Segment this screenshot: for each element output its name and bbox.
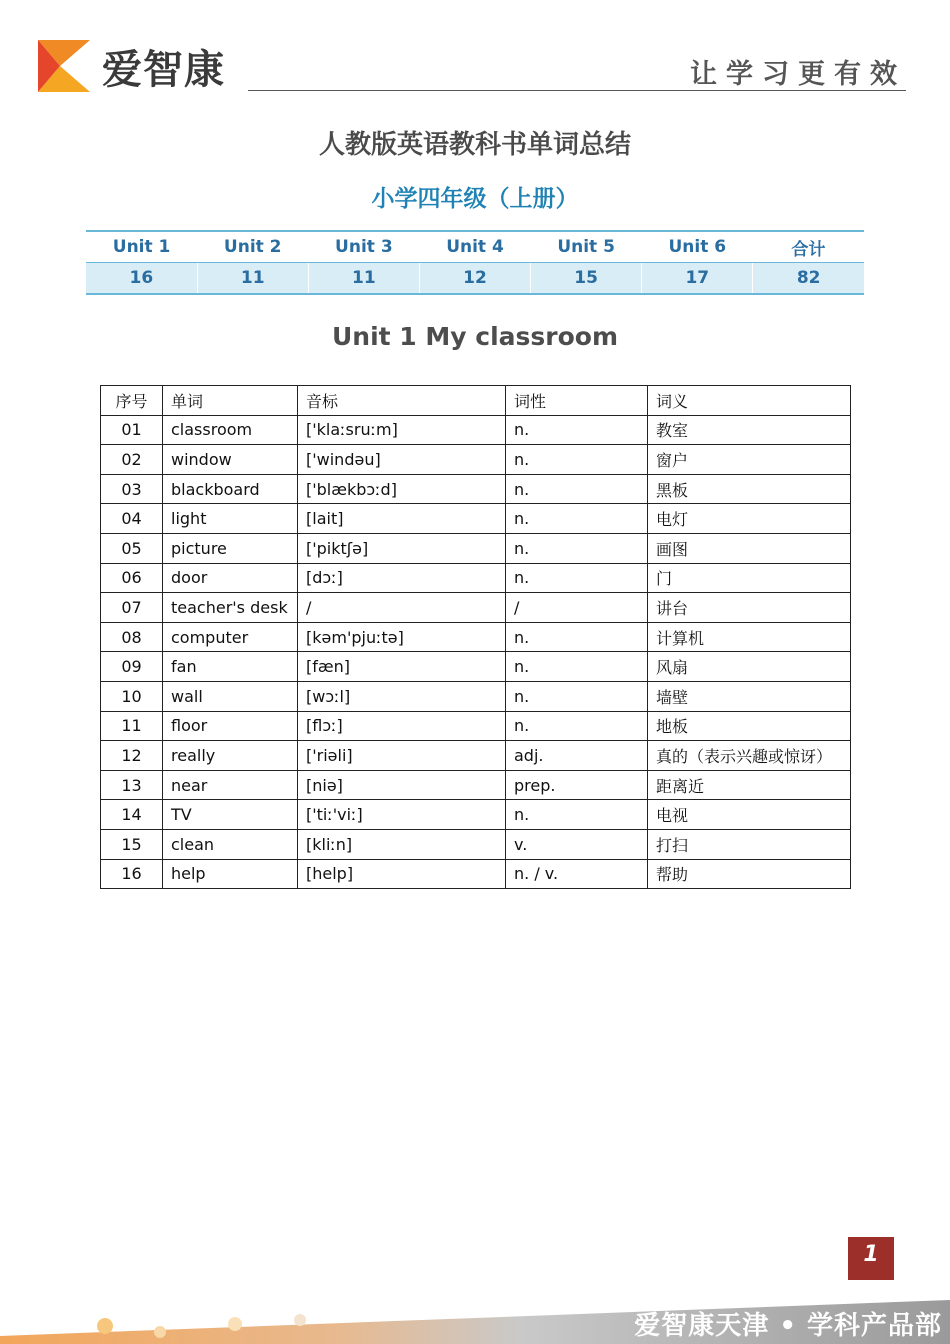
table-row <box>101 829 851 859</box>
meaning: 距离近 <box>648 770 851 800</box>
page-number: 1 <box>848 1237 894 1280</box>
phonetic: ['windəu] <box>298 445 506 475</box>
header-divider <box>248 90 906 91</box>
part-of-speech: n. <box>506 622 648 652</box>
table-row <box>101 474 851 504</box>
vocabulary-header-row <box>101 386 851 416</box>
meaning: 帮助 <box>648 859 851 889</box>
column-header: 词性 <box>506 386 648 416</box>
row-number: 01 <box>101 415 163 445</box>
row-number: 13 <box>101 770 163 800</box>
phonetic: [wɔːl] <box>298 681 506 711</box>
meaning: 讲台 <box>648 593 851 623</box>
table-row <box>101 622 851 652</box>
word: clean <box>163 829 298 859</box>
phonetic: [lait] <box>298 504 506 534</box>
word: door <box>163 563 298 593</box>
part-of-speech: n. / v. <box>506 859 648 889</box>
phonetic: ['piktʃə] <box>298 533 506 563</box>
meaning: 电灯 <box>648 504 851 534</box>
table-row <box>101 770 851 800</box>
summary-header: Unit 5 <box>531 231 642 263</box>
vocabulary-table <box>100 385 851 889</box>
slogan: 让学习更有效 <box>690 59 906 90</box>
summary-value: 17 <box>642 263 753 295</box>
meaning: 窗户 <box>648 445 851 475</box>
part-of-speech: adj. <box>506 741 648 771</box>
part-of-speech: n. <box>506 711 648 741</box>
summary-header: Unit 1 <box>86 231 197 263</box>
summary-value: 82 <box>753 263 864 295</box>
meaning: 计算机 <box>648 622 851 652</box>
phonetic: [kəm'pjuːtə] <box>298 622 506 652</box>
word: floor <box>163 711 298 741</box>
meaning: 墙壁 <box>648 681 851 711</box>
row-number: 14 <box>101 800 163 830</box>
row-number: 08 <box>101 622 163 652</box>
phonetic: [dɔː] <box>298 563 506 593</box>
summary-header: Unit 4 <box>419 231 530 263</box>
word: TV <box>163 800 298 830</box>
phonetic: [fæn] <box>298 652 506 682</box>
word: classroom <box>163 415 298 445</box>
part-of-speech: prep. <box>506 770 648 800</box>
word: teacher's desk <box>163 593 298 623</box>
part-of-speech: n. <box>506 800 648 830</box>
table-row <box>101 563 851 593</box>
word: help <box>163 859 298 889</box>
unit-summary-table <box>86 230 864 295</box>
part-of-speech: / <box>506 593 648 623</box>
word: blackboard <box>163 474 298 504</box>
row-number: 07 <box>101 593 163 623</box>
document-title: 人教版英语教科书单词总结 <box>318 130 631 160</box>
phonetic: [help] <box>298 859 506 889</box>
summary-header: Unit 2 <box>197 231 308 263</box>
meaning: 黑板 <box>648 474 851 504</box>
brand-name: 爱智康 <box>102 47 225 93</box>
table-row <box>101 533 851 563</box>
table-row <box>101 652 851 682</box>
summary-header: Unit 3 <box>308 231 419 263</box>
table-row <box>101 800 851 830</box>
column-header: 单词 <box>163 386 298 416</box>
summary-value: 12 <box>419 263 530 295</box>
part-of-speech: n. <box>506 681 648 711</box>
meaning: 打扫 <box>648 829 851 859</box>
part-of-speech: n. <box>506 563 648 593</box>
phonetic: ['tiː'viː] <box>298 800 506 830</box>
row-number: 04 <box>101 504 163 534</box>
part-of-speech: n. <box>506 474 648 504</box>
brand-logo-icon <box>38 40 90 92</box>
part-of-speech: n. <box>506 504 648 534</box>
row-number: 15 <box>101 829 163 859</box>
summary-value: 11 <box>308 263 419 295</box>
table-row <box>101 415 851 445</box>
part-of-speech: n. <box>506 652 648 682</box>
table-row <box>101 445 851 475</box>
word: really <box>163 741 298 771</box>
table-row <box>101 859 851 889</box>
footer-text: 爱智康天津 • 学科产品部 <box>634 1311 942 1341</box>
table-row <box>101 504 851 534</box>
summary-value: 11 <box>197 263 308 295</box>
meaning: 地板 <box>648 711 851 741</box>
column-header: 词义 <box>648 386 851 416</box>
meaning: 教室 <box>648 415 851 445</box>
table-row <box>101 681 851 711</box>
table-row <box>101 711 851 741</box>
document-subtitle: 小学四年级（上册） <box>371 186 579 212</box>
word: wall <box>163 681 298 711</box>
phonetic: ['blækbɔːd] <box>298 474 506 504</box>
summary-value: 15 <box>531 263 642 295</box>
phonetic: ['klaːsruːm] <box>298 415 506 445</box>
column-header: 音标 <box>298 386 506 416</box>
meaning: 门 <box>648 563 851 593</box>
section-title: Unit 1 My classroom <box>331 322 619 351</box>
table-row <box>101 593 851 623</box>
summary-value: 16 <box>86 263 197 295</box>
word: window <box>163 445 298 475</box>
phonetic: ['riəli] <box>298 741 506 771</box>
part-of-speech: n. <box>506 533 648 563</box>
word: near <box>163 770 298 800</box>
phonetic: [niə] <box>298 770 506 800</box>
word: fan <box>163 652 298 682</box>
meaning: 风扇 <box>648 652 851 682</box>
summary-header: 合计 <box>753 231 864 263</box>
row-number: 05 <box>101 533 163 563</box>
summary-header: Unit 6 <box>642 231 753 263</box>
word: computer <box>163 622 298 652</box>
row-number: 10 <box>101 681 163 711</box>
meaning: 真的（表示兴趣或惊讶） <box>648 741 851 771</box>
meaning: 画图 <box>648 533 851 563</box>
summary-header-row <box>86 231 864 263</box>
meaning: 电视 <box>648 800 851 830</box>
row-number: 12 <box>101 741 163 771</box>
row-number: 16 <box>101 859 163 889</box>
row-number: 09 <box>101 652 163 682</box>
summary-values-row <box>86 263 864 295</box>
part-of-speech: n. <box>506 445 648 475</box>
part-of-speech: v. <box>506 829 648 859</box>
row-number: 02 <box>101 445 163 475</box>
table-row <box>101 741 851 771</box>
phonetic: [kliːn] <box>298 829 506 859</box>
phonetic: / <box>298 593 506 623</box>
column-header: 序号 <box>101 386 163 416</box>
word: picture <box>163 533 298 563</box>
row-number: 03 <box>101 474 163 504</box>
row-number: 06 <box>101 563 163 593</box>
row-number: 11 <box>101 711 163 741</box>
phonetic: [flɔː] <box>298 711 506 741</box>
word: light <box>163 504 298 534</box>
part-of-speech: n. <box>506 415 648 445</box>
